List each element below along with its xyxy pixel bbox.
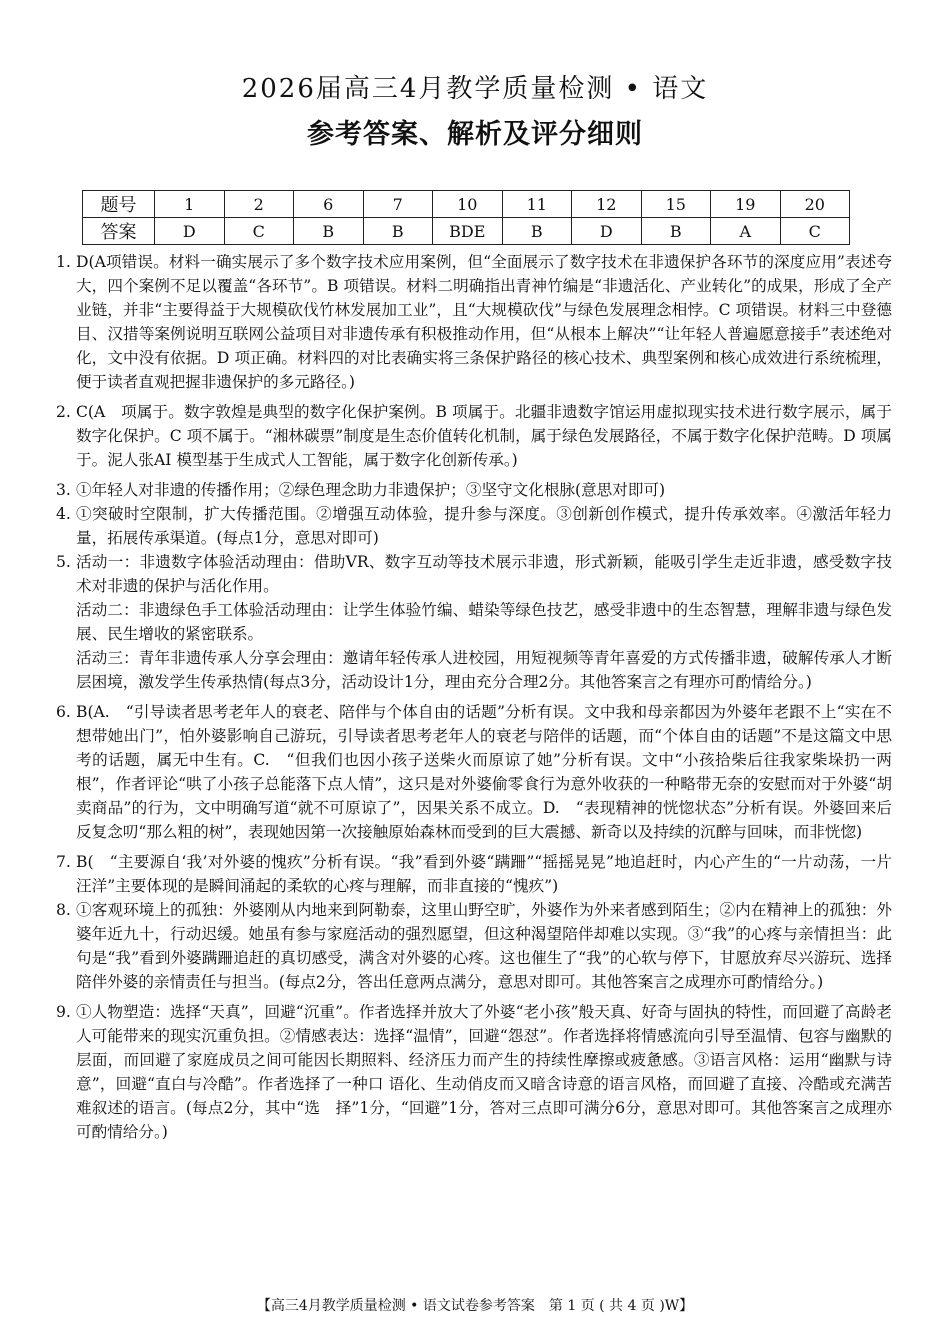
item-text: ①客观环境上的孤独：外婆刚从内地来到阿勒泰，这里山野空旷，外婆作为外来者感到陌生；②内在精神上的孤独：外婆年近九十，行动迟缓。她虽有参与家庭活动的强烈愿望，但这种渴望陪伴却难以实现。③“我”的心疼与亲情担当：此句是“我”看到外婆蹒跚追赶的真切感受，满含对外婆的心疼。这也催生了“我”的心软与停下，甘愿放弃尽兴游玩、选择陪伴外婆的亲情责任与担当。(每点2分，答出任意两点满分，意思对即可。其他答案言之成理亦可酌情给分。) xyxy=(76,901,892,991)
item-text: B(A. “引导读者思考老年人的衰老、陪伴与个体自由的话题”分析有误。文中我和母亲都因为外婆年老跟不上“实在不想带她出门”，怕外婆影响自己游玩，引导读者思考老年人的衰老与陪伴的话题，而“个体自由的话题”不是这篇文中思考的话题，属无中生有。C. “但我们也因小孩子送柴火而原谅了她”分析有误。文中“小孩拾柴后往我家柴垛扔一两根”，作者评论“哄了小孩子总能落下点人情”，这只是对外婆偷零食行为意外收获的一种略带无奈的安慰而对于外婆“胡卖商品”的行为，文中明确写道“就不可原谅了”，因果关系不成立。D. “表现精神的恍惚状态”分析有误。外婆回来后反复念叨“那么粗的树”，表现她因第一次接触原始森林而受到的巨大震撼、新奇以及持续的沉醉与回味，而非恍惚) xyxy=(76,703,892,841)
question-number-cell: 1 xyxy=(155,191,225,218)
question-number-cell: 7 xyxy=(363,191,433,218)
answer-item-2 xyxy=(56,400,892,472)
answer-cell: D xyxy=(155,218,225,245)
question-number-cell: 20 xyxy=(780,191,850,218)
answer-item-1 xyxy=(56,250,892,394)
item-number: 5. xyxy=(56,553,71,571)
question-number-cell: 2 xyxy=(224,191,294,218)
question-number-cell: 6 xyxy=(294,191,364,218)
answer-cell: B xyxy=(294,218,364,245)
answer-cell: D xyxy=(572,218,642,245)
answer-item-3 xyxy=(56,478,892,502)
question-number-cell: 11 xyxy=(502,191,572,218)
item-number: 1. xyxy=(56,253,71,271)
row-label-answer: 答案 xyxy=(83,218,155,245)
question-number-cell: 19 xyxy=(711,191,781,218)
answer-explanations xyxy=(56,250,892,1144)
answer-item-5-activity-2: 活动二：非遗绿色手工体验活动理由：让学生体验竹编、蜡染等绿色技艺，感受非遗中的生态智慧，理解非遗与绿色发展、民生增收的紧密联系。 xyxy=(76,601,892,643)
row-label-question: 题号 xyxy=(83,191,155,218)
item-number: 9. xyxy=(56,1003,71,1021)
question-number-row xyxy=(83,191,850,218)
item-number: 7. xyxy=(56,853,71,871)
item-text: 活动一：非遗数字体验活动理由：借助VR、数字互动等技术展示非遗，形式新颖，能吸引学生走近非遗，感受数字技术对非遗的保护与活化作用。 xyxy=(76,553,892,595)
page-footer: 【高三4月教学质量检测 • 语文试卷参考答案 第 1 页 ( 共 4 页 )W】 xyxy=(256,1298,694,1314)
answer-cell: A xyxy=(711,218,781,245)
answer-item-5-activity-3: 活动三：青年非遗传承人分享会理由：邀请年轻传承人进校园，用短视频等青年喜爱的方式传播非遗，破解传承人才断层困境，激发学生传承热情(每点3分，活动设计1分，理由充分合理2分。其他答案言之有理亦可酌情给分。) xyxy=(76,649,892,691)
item-text: D(A项错误。材料一确实展示了多个数字技术应用案例，但“全面展示了数字技术在非遗保护各环节的深度应用”表述夸大，四个案例不足以覆盖“各环节”。B 项错误。材料二明确指出青神竹编是“非遗活化、产业转化”的成果，形成了全产业链，并非“主要得益于大规模砍伐竹林发展加工业”，且“大规模砍伐”与绿色发展理念相悖。C 项错误。材料三中登德目、汉措等案例说明互联网公益项目对非遗传承有积极推动作用，但“从根本上解决”“让年轻人普遍愿意接手”表述绝对化，文中没有依据。D 项正确。材料四的对比表确实将三条保护路径的核心技术、典型案例和核心成效进行系统梳理，便于读者直观把握非遗保护的多元路径。) xyxy=(76,253,892,391)
answer-item-5 xyxy=(56,550,892,598)
answer-cell: C xyxy=(224,218,294,245)
answer-item-7 xyxy=(56,850,892,898)
item-number: 6. xyxy=(56,703,71,721)
answer-cell: C xyxy=(780,218,850,245)
answer-item-6 xyxy=(56,700,892,844)
item-text: ①人物塑造：选择“天真”，回避“沉重”。作者选择并放大了外婆“老小孩”般天真、好奇与固执的特性，而回避了高龄老人可能带来的现实沉重负担。②情感表达：选择“温情”，回避“怨怼”。作者选择将情感流向引导至温情、包容与幽默的层面，而回避了家庭成员之间可能因长期照料、经济压力而产生的持续性摩擦或疲惫感。③语言风格：运用“幽默与诗意”，回避“直白与冷酷”。作者选择了一种口 语化、生动俏皮而又暗含诗意的语言风格，而回避了直接、冷酷或充满苦难叙述的语言。(每点2分，其中“选 择”1分，“回避”1分，答对三点即可满分6分，意思对即可。其他答案言之成理亦可酌情给分。) xyxy=(76,1003,892,1141)
answer-cell: B xyxy=(502,218,572,245)
item-text: C(A 项属于。数字敦煌是典型的数字化保护案例。B 项属于。北疆非遗数字馆运用虚拟现实技术进行数字展示，属于数字化保护。C 项不属于。“湘林碳票”制度是生态价值转化机制，属于绿色发展路径，不属于数字化保护范畴。D 项属于。泥人张AI 模型基于生成式人工智能，属于数字化创新传承。) xyxy=(76,403,892,469)
answer-table xyxy=(82,190,850,245)
answer-item-9 xyxy=(56,1000,892,1144)
answer-item-8 xyxy=(56,898,892,994)
item-text: ①年轻人对非遗的传播作用；②绿色理念助力非遗保护；③坚守文化根脉(意思对即可) xyxy=(76,481,666,499)
question-number-cell: 12 xyxy=(572,191,642,218)
answer-cell: B xyxy=(363,218,433,245)
item-number: 2. xyxy=(56,403,71,421)
item-number: 3. xyxy=(56,481,71,499)
item-number: 4. xyxy=(56,505,71,523)
item-number: 8. xyxy=(56,901,71,919)
answer-cell: B xyxy=(641,218,711,245)
question-number-cell: 10 xyxy=(433,191,503,218)
answer-row xyxy=(83,218,850,245)
item-text: B( “主要源自‘我’对外婆的愧疚”分析有误。“我”看到外婆“蹒跚”“摇摇晃晃”地追赶时，内心产生的“一片动荡，一片汪洋”主要体现的是瞬间涌起的柔软的心疼与理解，而非直接的“愧疚”) xyxy=(76,853,892,895)
question-number-cell: 15 xyxy=(641,191,711,218)
item-text: ①突破时空限制，扩大传播范围。②增强互动体验，提升参与深度。③创新创作模式，提升传承效率。④激活年轻力量，拓展传承渠道。(每点1分，意思对即可) xyxy=(76,505,892,547)
page-subtitle: 参考答案、解析及评分细则 xyxy=(307,119,643,150)
answer-item-4 xyxy=(56,502,892,550)
answer-cell: BDE xyxy=(433,218,503,245)
page-title: 2026届高三4月教学质量检测 • 语文 xyxy=(241,74,709,104)
